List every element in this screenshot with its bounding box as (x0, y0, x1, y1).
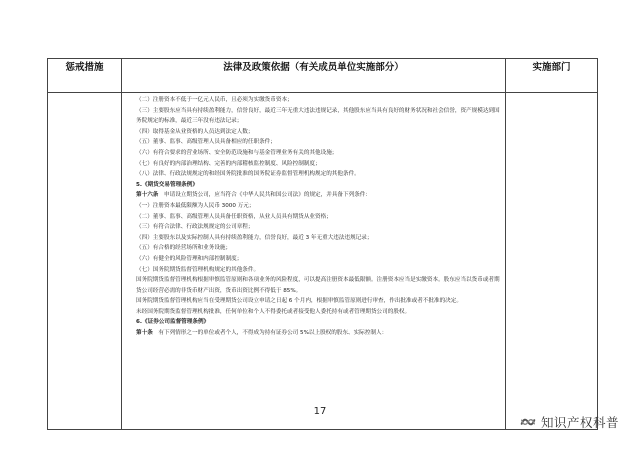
article-number: 第十条 (136, 330, 153, 337)
clause-line: （六）有健全的风险管理和内部控制制度； (136, 255, 243, 262)
paragraph: 未经国务院期货监督管理机构批准，任何单位和个人不得委托或者接受他人委托持有或者管理期货公司的股权。 (136, 308, 411, 315)
paragraph: （三）主要股东应当具有持续盈利能力，信誉良好，最近三年无重大违法违规记录，其他股东应当具有良好的财务状况和社会信誉，资产规模达到国务院规定的标准，最近三年没有违法记录； (136, 107, 500, 125)
header-department: 实施部门 (506, 59, 598, 93)
clause-line: （七）国务院期货监督管理机构规定的其他条件。 (136, 266, 260, 273)
regulation-title: 5.《期货交易管理条例》 (136, 181, 198, 188)
legal-text (122, 93, 505, 339)
clause-line: （七）有良好的内部治理结构、完善的内部稽核监控制度、风险控制制度； (136, 160, 321, 167)
clause-line: （六）有符合要求的营业场所、安全防范设施和与基金管理业务有关的其他设施； (136, 149, 338, 156)
article-line (126, 190, 502, 201)
clause-line: （五）董事、监事、高级管理人员具备相应的任职条件； (136, 139, 276, 146)
article-text: 有下列情形之一的单位或者个人，不得成为持有证券公司 5%以上股权的股东、实际控制人： (158, 330, 388, 337)
regulation-title: 6.《证券公司监督管理条例》 (136, 319, 210, 326)
table-header-row (48, 59, 598, 93)
header-legal-basis: 法律及政策依据（有关成员单位实施部分） (122, 59, 506, 93)
clause-line: （五）有合格的经营场所和业务设施； (136, 245, 232, 252)
clause-line: （四）取得基金从业资格的人员达到法定人数； (136, 128, 254, 135)
clause-line: （一）注册资本最低限额为人民币 3000 万元； (136, 202, 255, 209)
table-row (48, 93, 598, 430)
page-number: 17 (313, 406, 327, 417)
header-measures: 惩戒措施 (48, 59, 122, 93)
clause-line: （二）注册资本不低于一亿元人民币，且必须为实缴货币资本； (136, 97, 293, 103)
paragraph: 国务院期货监督管理机构应当在受理期货公司设立申请之日起 6 个月内，根据审慎监管原则进行审查，作出批准或者不批准的决定。 (136, 298, 462, 305)
measures-cell (48, 93, 122, 430)
clause-line: （八）法律、行政法规规定的和经国务院批准的国务院证券监督管理机构规定的其他条件。 (136, 171, 360, 178)
policy-table (47, 58, 598, 430)
clause-line: （三）有符合法律、行政法规规定的公司章程； (136, 224, 254, 231)
paragraph: 国务院期货监督管理机构根据审慎监管原则和各项业务的风险程度，可以提高注册资本最低限额。注册资本应当是实缴资本。股东应当以货币或者期货公司经营必需的非货币财产出资，货币出资比例不得低于 85%。 (136, 277, 500, 294)
watermark (519, 413, 619, 431)
article-line (126, 328, 502, 339)
article-number: 第十六条 (136, 192, 159, 199)
watermark-text: 知识产权科普 (541, 415, 620, 430)
article-text: 申请设立期货公司，应当符合《中华人民共和国公司法》的规定，并具备下列条件： (164, 192, 371, 199)
department-cell (506, 93, 598, 430)
wechat-channel-icon (519, 413, 537, 431)
clause-line: （四）主要股东以及实际控制人具有持续盈利能力，信誉良好，最近 3 年无重大违法违规记录； (136, 234, 373, 241)
clause-line: （二）董事、监事、高级管理人员具备任职资格，从业人员具有期货从业资格； (136, 213, 332, 220)
legal-basis-cell (122, 93, 506, 430)
